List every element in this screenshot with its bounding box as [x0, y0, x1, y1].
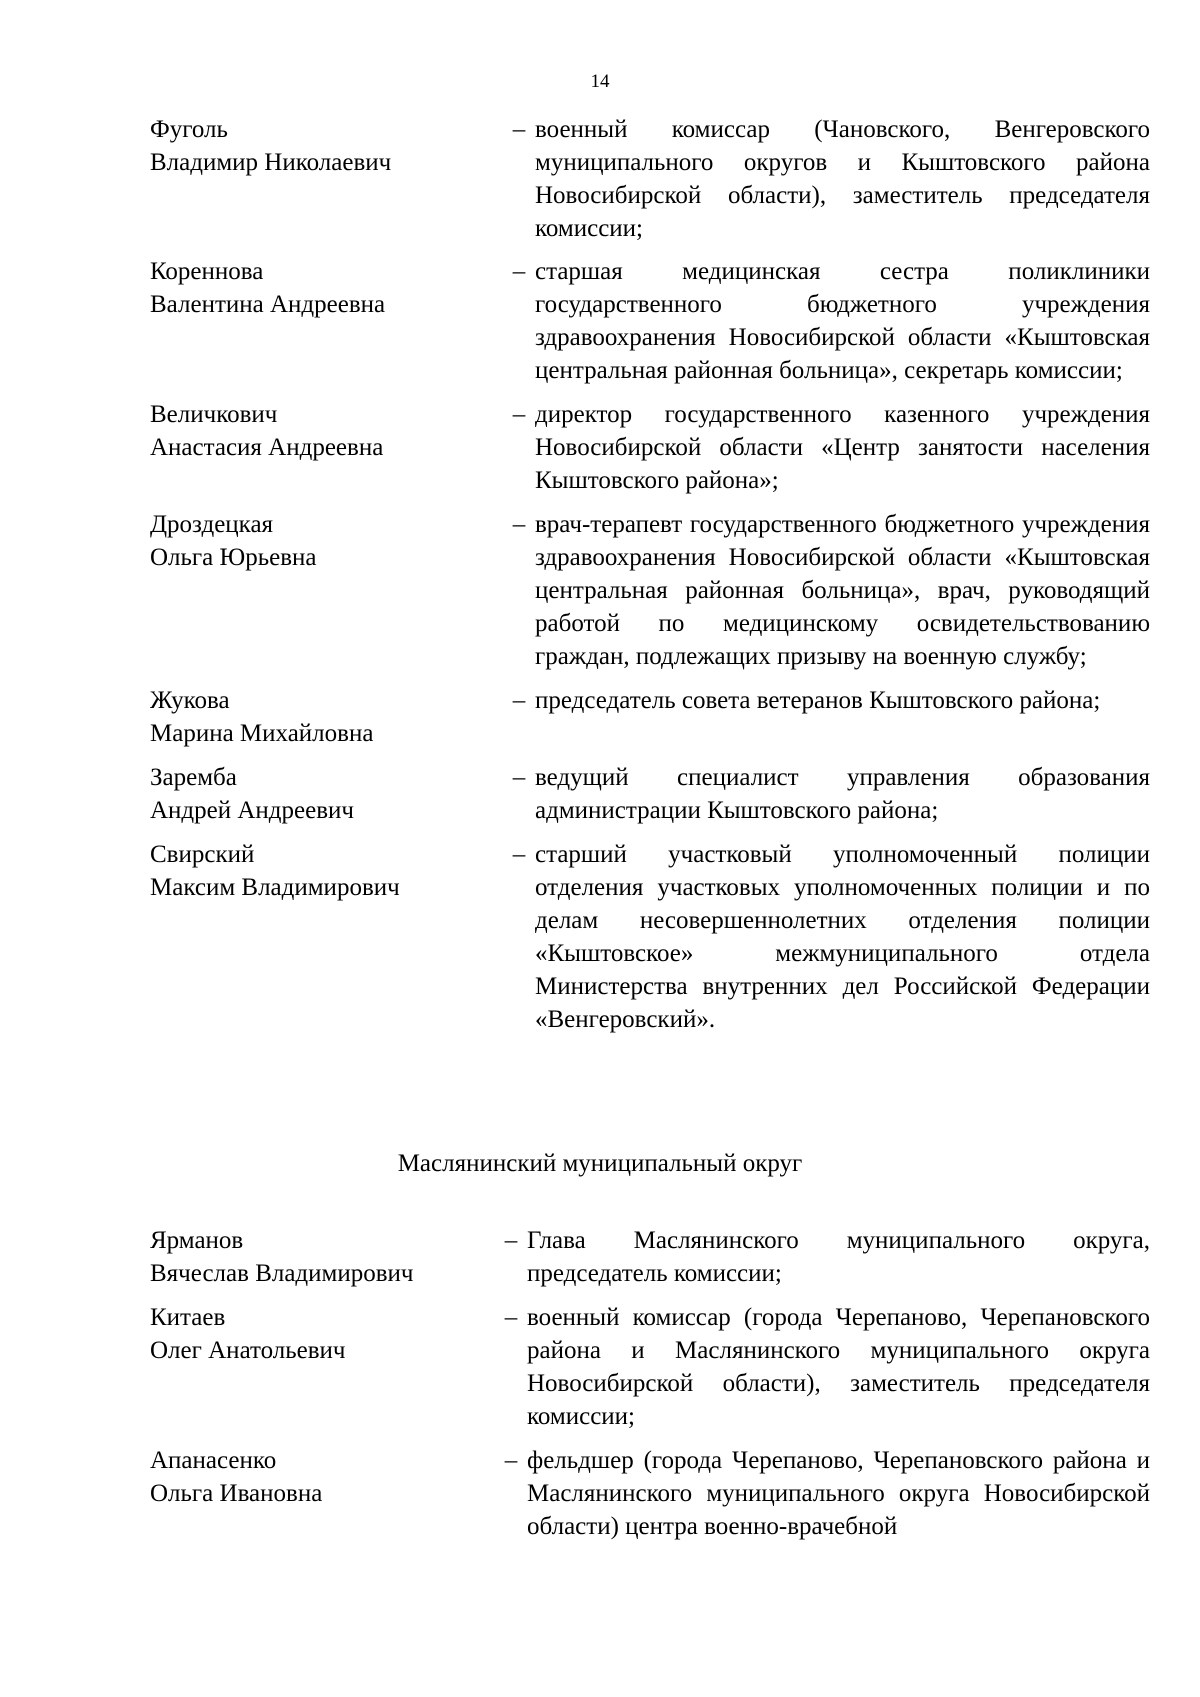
member-role: Глава Маслянинского муниципального округа, председатель комиссии; [527, 1227, 1150, 1287]
list-item [150, 1301, 1150, 1433]
member-given-name: Ольга Ивановна [150, 1480, 323, 1507]
page-number: 14 [590, 71, 610, 92]
member-role: председатель совета ветеранов Кыштовского района; [535, 687, 1101, 714]
member-name [150, 113, 503, 179]
member-surname: Китаев [150, 1304, 226, 1331]
dash: – [504, 1227, 518, 1254]
member-role: ведущий специалист управления образования администрации Кыштовского района; [535, 764, 1150, 824]
member-surname: Ярманов [150, 1227, 244, 1254]
member-name [150, 1224, 495, 1290]
list-item [150, 1444, 1150, 1543]
member-name [150, 398, 503, 464]
member-surname: Дроздецкая [150, 511, 274, 538]
dash: – [512, 401, 526, 428]
member-given-name: Олег Анатольевич [150, 1337, 346, 1364]
dash: – [512, 511, 526, 538]
section-heading: Маслянинский муниципальный округ [397, 1150, 803, 1177]
commission-list-maslyaninsky [150, 1224, 1150, 1543]
dash: – [512, 116, 526, 143]
member-role: военный комиссар (Чановского, Венгеровского муниципального округов и Кыштовского района Новосибирской области), заместитель председателя комиссии; [535, 116, 1150, 242]
member-name [150, 761, 503, 827]
commission-list-kyshtovsky [150, 113, 1150, 1036]
dash: – [512, 764, 526, 791]
member-surname: Величкович [150, 401, 278, 428]
list-item [150, 398, 1150, 497]
member-given-name: Владимир Николаевич [150, 149, 392, 176]
member-name [150, 684, 503, 750]
member-given-name: Анастасия Андреевна [150, 434, 384, 461]
dash: – [512, 258, 526, 285]
member-role: старший участковый уполномоченный полиции отделения участковых уполномоченных полиции и по делам несовершеннолетних отделения полиции «Кыштовское» межмуниципального отдела Министерства внутренних дел Российской Федерации «Венгеровский». [535, 841, 1150, 1033]
member-given-name: Марина Михайловна [150, 720, 374, 747]
member-name [150, 255, 503, 321]
member-given-name: Ольга Юрьевна [150, 544, 317, 571]
member-surname: Жукова [150, 687, 230, 714]
member-surname: Апанасенко [150, 1447, 277, 1474]
member-name [150, 1301, 495, 1367]
list-item [150, 684, 1150, 750]
dash: – [512, 841, 526, 868]
list-item [150, 761, 1150, 827]
member-surname: Свирский [150, 841, 255, 868]
member-role: старшая медицинская сестра поликлиники государственного бюджетного учреждения здравоохранения Новосибирской области «Кыштовская центральная районная больница», секретарь комиссии; [535, 258, 1150, 384]
list-item [150, 113, 1150, 245]
member-role: директор государственного казенного учреждения Новосибирской области «Центр занятости населения Кыштовского района»; [535, 401, 1150, 494]
member-given-name: Валентина Андреевна [150, 291, 386, 318]
member-role: врач-терапевт государственного бюджетного учреждения здравоохранения Новосибирской области «Кыштовская центральная районная больница», врач, руководящий работой по медицинскому освидетельствованию граждан, подлежащих призыву на военную службу; [535, 511, 1150, 670]
list-item [150, 838, 1150, 1036]
member-name [150, 508, 503, 574]
member-role: фельдшер (города Черепаново, Черепановского района и Маслянинского муниципального округа Новосибирской области) центра военно-врачебной [527, 1447, 1150, 1540]
member-surname: Заремба [150, 764, 237, 791]
member-name [150, 1444, 495, 1510]
list-item [150, 1224, 1150, 1290]
member-surname: Фуголь [150, 116, 228, 143]
dash: – [512, 687, 526, 714]
member-surname: Кореннова [150, 258, 264, 285]
member-role: военный комиссар (города Черепаново, Черепановского района и Маслянинского муниципального округа Новосибирской области), заместитель председателя комиссии; [527, 1304, 1150, 1430]
list-item [150, 508, 1150, 673]
member-name [150, 838, 503, 904]
member-given-name: Вячеслав Владимирович [150, 1260, 414, 1287]
list-item [150, 255, 1150, 387]
dash: – [504, 1304, 518, 1331]
dash: – [504, 1447, 518, 1474]
member-given-name: Андрей Андреевич [150, 797, 354, 824]
member-given-name: Максим Владимирович [150, 874, 400, 901]
